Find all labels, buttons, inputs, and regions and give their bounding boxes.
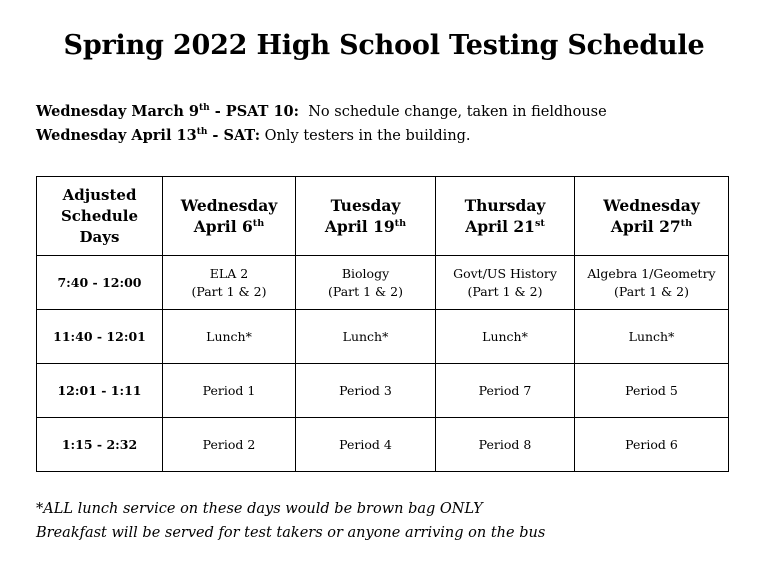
table-header-row bbox=[37, 177, 729, 256]
time-slot: 11:40 - 12:01 bbox=[37, 310, 163, 364]
table-cell: Period 5 bbox=[575, 364, 729, 418]
table-cell: Period 8 bbox=[436, 418, 575, 472]
table-cell: Lunch* bbox=[163, 310, 296, 364]
time-slot: 1:15 - 2:32 bbox=[37, 418, 163, 472]
note-psat-label: Wednesday March 9th - PSAT 10: bbox=[36, 103, 300, 120]
table-cell: Lunch* bbox=[296, 310, 436, 364]
table-cell: Period 6 bbox=[575, 418, 729, 472]
header-date-column: Thursday April 21st bbox=[436, 177, 575, 256]
table-cell: Period 2 bbox=[163, 418, 296, 472]
note-psat-text: No schedule change, taken in fieldhouse bbox=[299, 104, 607, 120]
note-sat bbox=[36, 124, 607, 148]
table-row bbox=[37, 310, 729, 364]
note-sat-label: Wednesday April 13th - SAT: bbox=[36, 127, 261, 144]
footnote-breakfast: Breakfast will be served for test takers or anyone arriving on the bus bbox=[36, 525, 546, 541]
header-adjusted-schedule-days: Adjusted Schedule Days bbox=[37, 177, 163, 256]
time-slot: 7:40 - 12:00 bbox=[37, 256, 163, 310]
note-sat-text: Only testers in the building. bbox=[260, 128, 471, 144]
table-cell: Period 3 bbox=[296, 364, 436, 418]
table-cell: Lunch* bbox=[436, 310, 575, 364]
table-cell: Algebra 1/Geometry (Part 1 & 2) bbox=[575, 256, 729, 310]
table-cell: Period 7 bbox=[436, 364, 575, 418]
table-cell: Biology (Part 1 & 2) bbox=[296, 256, 436, 310]
footnote bbox=[36, 497, 545, 545]
table-cell: Period 1 bbox=[163, 364, 296, 418]
table-row bbox=[37, 418, 729, 472]
table-cell: Period 4 bbox=[296, 418, 436, 472]
testing-notes bbox=[36, 100, 607, 148]
table-cell: Govt/US History (Part 1 & 2) bbox=[436, 256, 575, 310]
table-cell: ELA 2 (Part 1 & 2) bbox=[163, 256, 296, 310]
table-row bbox=[37, 364, 729, 418]
note-psat bbox=[36, 100, 607, 124]
header-date-column: Tuesday April 19th bbox=[296, 177, 436, 256]
table-cell: Lunch* bbox=[575, 310, 729, 364]
header-date-column: Wednesday April 6th bbox=[163, 177, 296, 256]
table-row bbox=[37, 256, 729, 310]
time-slot: 12:01 - 1:11 bbox=[37, 364, 163, 418]
page-title: Spring 2022 High School Testing Schedule bbox=[63, 30, 705, 61]
footnote-lunch: *ALL lunch service on these days would be brown bag ONLY bbox=[36, 501, 483, 517]
testing-schedule-table bbox=[36, 176, 729, 472]
header-date-column: Wednesday April 27th bbox=[575, 177, 729, 256]
